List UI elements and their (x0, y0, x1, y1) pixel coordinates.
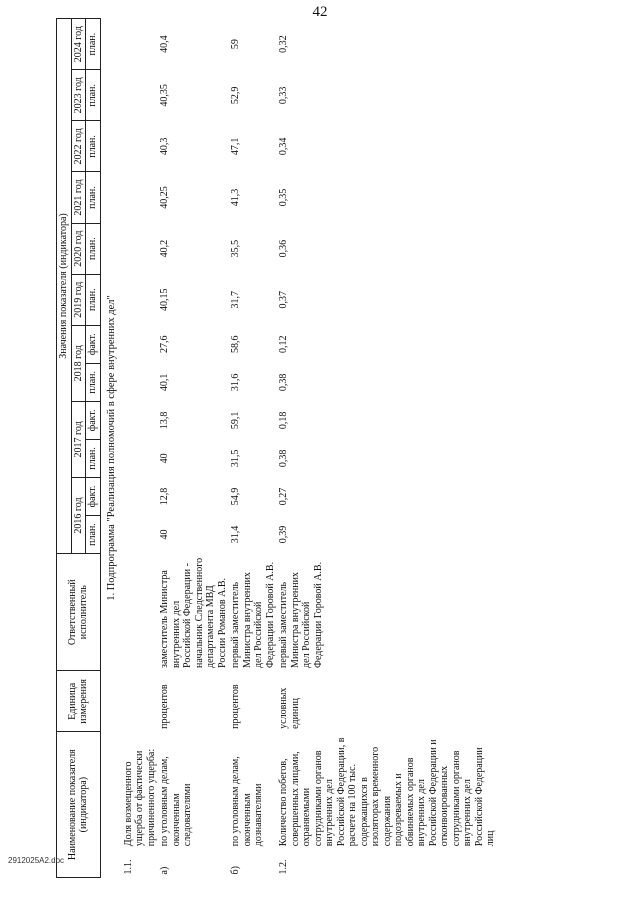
value-cell: 40,25 (159, 186, 171, 209)
value-cell: 12,8 (159, 487, 171, 506)
header-fact: факт. (86, 477, 101, 515)
value-cell: 0,12 (278, 335, 290, 354)
value-cell: 0,36 (278, 239, 290, 258)
indicator-name: Количество побегов, совершенных лицами, охраняемыми сотрудниками органов внутренних дел Российской Федерации, в расчете на 100 тыс. содержащихся в изоляторах временного содержания подозреваемых и обвиняемых органов внутренних дел Российской Федерации и отконвоированных сотрудниками органов внутренних дел Российской Федерации лиц (278, 737, 497, 847)
header-year-2019: 2019 год (71, 274, 86, 325)
value-cells-empty (122, 19, 159, 554)
indicator-name: Доля возмещенного ущерба от фактически причиненного ущерба: (122, 748, 157, 847)
value-cell: 31,7 (230, 290, 242, 309)
value-cell: 59,1 (230, 411, 242, 430)
header-fact: факт. (86, 325, 101, 363)
value-cell: 0,38 (278, 373, 290, 392)
table-row (229, 19, 277, 878)
header-plan: план. (86, 274, 101, 325)
row-number: 1.2. (278, 859, 290, 875)
value-cell: 35,5 (230, 239, 242, 258)
indicator-unit: процентов (159, 684, 171, 729)
indicator-unit: условных единиц (278, 687, 301, 729)
value-cell: 40,3 (159, 137, 171, 156)
indicator-unit: процентов (230, 684, 242, 729)
value-cell: 40 (159, 453, 171, 464)
value-cell: 40 (159, 529, 171, 540)
value-cell: 59 (230, 39, 242, 50)
header-year-2023: 2023 год (71, 70, 86, 121)
value-cell: 0,37 (278, 290, 290, 309)
value-cell: 0,34 (278, 137, 290, 156)
header-name: Наименование показателя (индикатора) (57, 732, 101, 878)
header-plan: план. (86, 515, 101, 553)
header-plan: план. (86, 121, 101, 172)
value-cell: 31,6 (230, 373, 242, 392)
table-row (158, 19, 229, 878)
indicator-table (56, 18, 498, 878)
header-year-2022: 2022 год (71, 121, 86, 172)
header-plan: план. (86, 172, 101, 223)
header-year-2017: 2017 год (71, 401, 86, 477)
header-plan: план. (86, 19, 101, 70)
value-cell: 47,1 (230, 137, 242, 156)
value-cell: 0,38 (278, 449, 290, 468)
header-year-2016: 2016 год (71, 477, 86, 553)
value-cell: 13,8 (159, 411, 171, 430)
value-cell: 58,6 (230, 335, 242, 354)
indicator-name: по уголовным делам, оконченным следователями (159, 756, 194, 847)
header-responsible: Ответственный исполнитель (57, 554, 101, 671)
value-cell: 0,27 (278, 487, 290, 506)
header-fact: факт. (86, 401, 101, 439)
indicator-responsible (122, 554, 159, 671)
value-cell: 40,2 (159, 239, 171, 258)
header-plan: план. (86, 363, 101, 401)
header-year-2021: 2021 год (71, 172, 86, 223)
header-year-2020: 2020 год (71, 223, 86, 274)
value-cell: 0,35 (278, 188, 290, 207)
value-cell: 31,4 (230, 525, 242, 544)
header-year-2018: 2018 год (71, 325, 86, 401)
row-number: а) (159, 866, 171, 875)
footer-filename: 2912025A2.doc (8, 856, 65, 865)
indicator-responsible: первый заместитель Министра внутренних дел Российской Федерации Горовой А.В. (278, 561, 324, 668)
value-cell: 40,35 (159, 84, 171, 107)
value-cell: 27,6 (159, 335, 171, 354)
header-plan: план. (86, 223, 101, 274)
header-unit: Единица измерения (57, 671, 101, 732)
indicator-responsible: первый заместитель Министра внутренних дел Российской Федерации Горовой А.В. (230, 561, 276, 668)
value-cell: 0,33 (278, 86, 290, 105)
header-plan: план. (86, 439, 101, 477)
rotated-table-container (56, 18, 616, 878)
subprogram-title: 1. Подпрограмма "Реализация полномочий в сфере внутренних дел" (105, 295, 117, 601)
value-cell: 31,5 (230, 449, 242, 468)
row-number: б) (230, 866, 242, 875)
value-cell: 41,3 (230, 188, 242, 207)
indicator-responsible: заместитель Министра внутренних дел Российской Федерации - начальник Следственного департамента МВД России Романов А.В. (159, 557, 228, 668)
page-number: 42 (312, 4, 328, 20)
value-cell: 0,18 (278, 411, 290, 430)
table-row (122, 19, 159, 878)
row-number: 1.1. (122, 859, 134, 875)
indicator-unit (122, 671, 159, 732)
value-cell: 40,1 (159, 373, 171, 392)
header-values-group: Значения показателя (индикатора) (57, 19, 72, 554)
value-cell: 40,15 (159, 288, 171, 311)
table-row (277, 19, 498, 878)
header-year-2024: 2024 год (71, 19, 86, 70)
value-cell: 0,39 (278, 525, 290, 544)
value-cell: 54,9 (230, 487, 242, 506)
header-plan: план. (86, 70, 101, 121)
value-cell: 52,9 (230, 86, 242, 105)
indicator-name: по уголовным делам, оконченным дознавателями (230, 756, 265, 847)
value-cell: 0,32 (278, 35, 290, 53)
value-cell: 40,4 (159, 35, 171, 53)
